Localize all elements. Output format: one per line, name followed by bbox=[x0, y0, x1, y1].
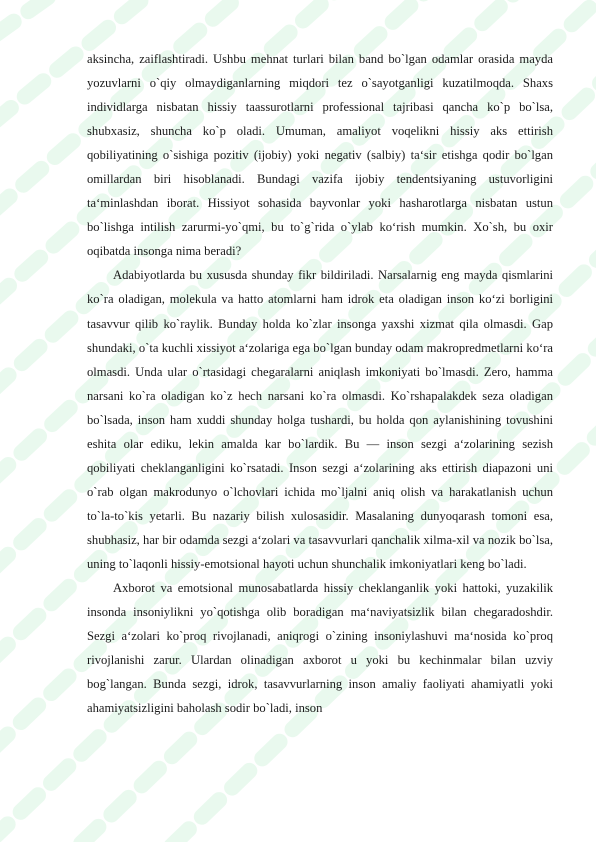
watermark-stripe bbox=[0, 0, 100, 60]
paragraph-2: Adabiyotlarda bu xususda shunday fikr bildiriladi. Narsalarnig eng mayda qismlarini ko`ra oladigan, molekula va hatto atomlarni ham idrok eta oladigan inson ko‘zi borligini tasavvur qilib ko`raylik. Bunday holda ko`zlar insonga yaxshi xizmat qila olmasdi. Gap shundaki, o`ta kuchli xissiyot a‘zolariga ega bo`lgan bunday odam makropredmetlarni ko‘ra olmasdi. Unda ular o`rtasidagi chegaralarni aniqlash imkoniyati bo`lmasdi. Zero, hamma narsani ko`ra oladigan ko`z hech narsani ko`ra olmasdi. Ko`rshapalakdek seza oladigan bo`lsada, inson ham xuddi shunday holga tushardi, bu holda qon aylanishining tovushini eshita olar ediku, lekin amalda kar bo`lardik. Bu — inson sezgi a‘zolarining sezish qobiliyati cheklanganligini ko`rsatadi. Inson sezgi a‘zolarining aks ettirish diapazoni uni o`rab olgan makrodunyo o`lchovlari ichida mo`ljalni aniq olish va harakatlanish uchun to`la-to`kis yetarli. Bu nazariy bilish xulosasidir. Masalaning dunyoqarash tomoni esa, shubhasiz, har bir odamda sezgi a‘zolari va tasavvurlari qanchalik xilma-xil va nozik bo`lsa, uning to`laqonli hissiy-emotsional hayoti uchun shunchalik imkoniyatlari keng bo`ladi. bbox=[87, 268, 553, 571]
document-body bbox=[87, 47, 553, 720]
paragraph-1: aksincha, zaiflashtiradi. Ushbu mehnat turlari bilan band bo`lgan odamlar orasida mayda yozuvlarni o`qiy olmaydiganlarning miqdori tez o`sayotganligi kuzatilmoqda. Shaxs individlarga nisbatan hissiy taassurotlarni professional tajribasi qancha ko`p bo`lsa, shubxasiz, shuncha ko`p oladi. Umuman, amaliyot voqelikni hissiy aks ettirish qobiliyatining o`sishiga pozitiv (ijobiy) yoki negativ (salbiy) ta‘sir etishga qodir bo`lgan omillardan biri hisoblanadi. Bundagi vazifa ijobiy tendentsiyaning ustuvorligini ta‘minlashdan iborat. Hissiyot sohasida bayvonlar yoki hasharotlarga nisbatan ustun bo`lishga intilish zarurmi-yo`qmi, bu to`g`rida o`ylab ko‘rish mumkin. Xo`sh, bu oxir oqibatda insonga nima beradi? bbox=[87, 52, 553, 259]
paragraph-3: Axborot va emotsional munosabatlarda hissiy cheklanganlik yoki hattoki, yuzakilik insonda insoniylikni yo`qotishga olib boradigan ma‘naviyatsizlik bilan chegaradoshdir. Sezgi a‘zolari ko`proq rivojlanadi, aniqrogi o`zining insoniylashuvi ma‘nosida ko`proq rivojlanishi zarur. Ulardan olinadigan axborot u yoki bu kechinmalar bilan uzviy bog`langan. Bunda sezgi, idrok, tasavvurlarning inson amaliy faoliyati ahamiyatli yoki ahamiyatsizligini baholash sodir bo`ladi, inson bbox=[87, 581, 553, 716]
